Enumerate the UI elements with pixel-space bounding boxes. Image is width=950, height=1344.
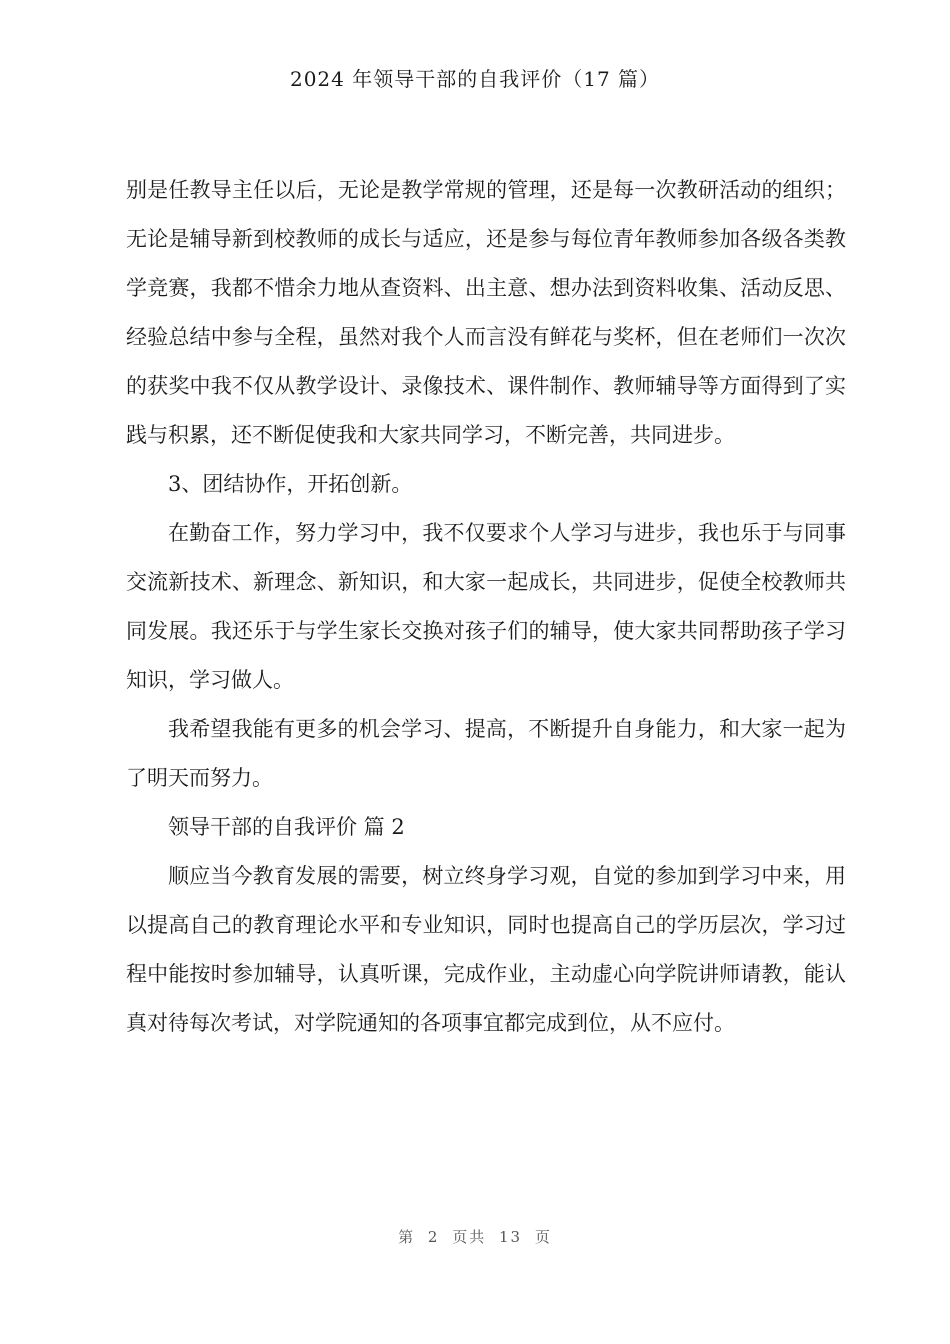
paragraph: 在勤奋工作，努力学习中，我不仅要求个人学习与进步，我也乐于与同事交流新技术、新理念、新知识，和大家一起成长，共同进步，促使全校教师共同发展。我还乐于与学生家长交换对孩子们的辅导，使大家共同帮助孩子学习知识，学习做人。 xyxy=(126,521,846,692)
paragraph: 我希望我能有更多的机会学习、提高，不断提升自身能力，和大家一起为了明天而努力。 xyxy=(126,717,846,790)
document-body xyxy=(126,166,846,1048)
paragraph-continued: 别是任教导主任以后，无论是教学常规的管理，还是每一次教研活动的组织；无论是辅导新到校教师的成长与适应，还是参与每位青年教师参加各级各类教学竞赛，我都不惜余力地从查资料、出主意、想办法到资料收集、活动反思、经验总结中参与全程，虽然对我个人而言没有鲜花与奖杯，但在老师们一次次的获奖中我不仅从教学设计、录像技术、课件制作、教师辅导等方面得到了实践与积累，还不断促使我和大家共同学习，不断完善，共同进步。 xyxy=(126,178,846,447)
article-heading-2: 领导干部的自我评价 篇 2 xyxy=(168,815,405,839)
document-title: 2024 年领导干部的自我评价（17 篇） xyxy=(289,67,661,91)
page-footer: 第 2 页共 13 页 xyxy=(398,1228,552,1246)
paragraph: 顺应当今教育发展的需要，树立终身学习观，自觉的参加到学习中来，用以提高自己的教育理论水平和专业知识，同时也提高自己的学历层次，学习过程中能按时参加辅导，认真听课，完成作业，主动虚心向学院讲师请教，能认真对待每次考试，对学院通知的各项事宜都完成到位，从不应付。 xyxy=(126,864,846,1035)
section-heading-3: 3、团结协作，开拓创新。 xyxy=(168,472,413,496)
